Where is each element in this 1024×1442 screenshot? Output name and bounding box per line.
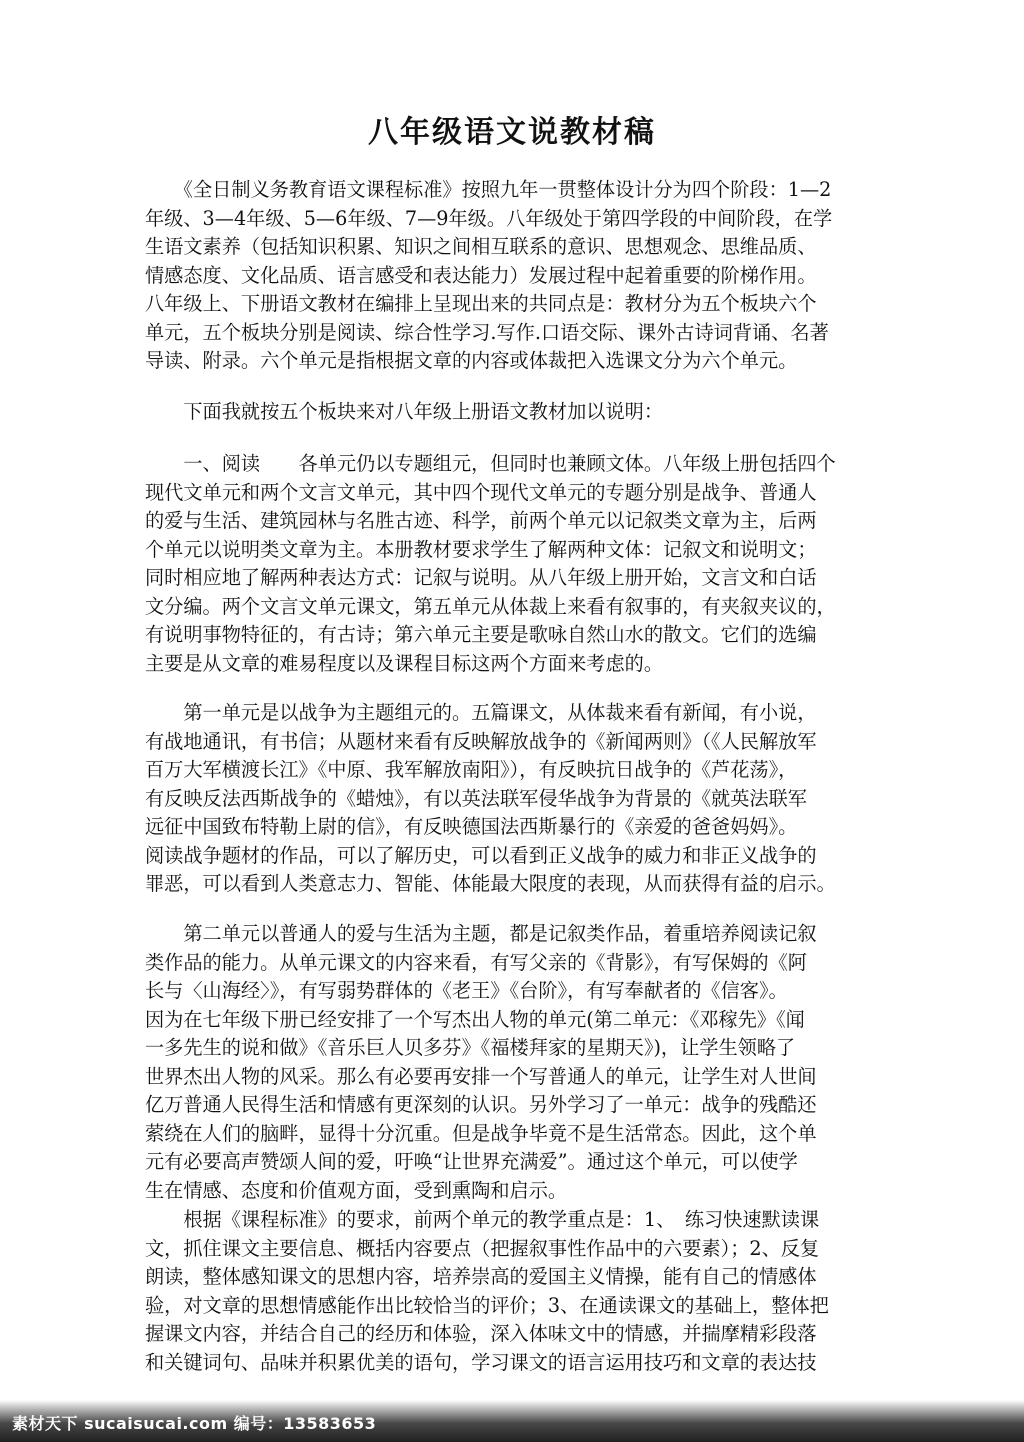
text-line: 同时相应地了解两种表达方式：记叙与说明。从八年级上册开始，文言文和白话 (145, 566, 817, 589)
text-line: 罪恶，可以看到人类意志力、智能、体能最大限度的表现，从而获得有益的启示。 (145, 872, 836, 895)
paragraph-unit-one (145, 699, 880, 899)
text-line: 第二单元以普通人的爱与生活为主题，都是记叙类作品，着重培养阅读记叙 (145, 922, 817, 945)
text-line: 验，对文章的思想情感能作出比较恰当的评价；3、在通读课文的基础上，整体把 (145, 1293, 829, 1317)
text-line: 文分编。两个文言文单元课文，第五单元从体裁上来看有叙事的，有夹叙夹议的， (145, 594, 836, 618)
text-line: 握课文内容，并结合自己的经历和体验，深入体味文中的情感，并揣摩精彩段落 (145, 1322, 817, 1345)
text-line: 因为在七年级下册已经安排了一个写杰出人物的单元(第二单元：《邓稼先》《闻 (145, 1007, 805, 1031)
watermark-text: 素材天下 sucaisucai.com 编号：13583653 (12, 1414, 377, 1433)
text-line: 生语文素养（包括知识积累、知识之间相互联系的意识、思想观念、思维品质、 (145, 235, 817, 258)
paragraph-unit-two (145, 920, 880, 1205)
text-line: 一多先生的说和做》《音乐巨人贝多芬》《福楼拜家的星期天》)，让学生领略了 (145, 1036, 796, 1059)
text-line: 下面我就按五个板块来对八年级上册语文教材加以说明： (145, 400, 664, 423)
text-line: 有战地通讯，有书信；从题材来看有反映解放战争的《新闻两则》（《人民解放军 (145, 729, 817, 753)
paragraph-teaching-focus (145, 1206, 880, 1377)
text-line: 萦绕在人们的脑畔，显得十分沉重。但是战争毕竟不是生活常态。因此，这个单 (145, 1121, 817, 1145)
text-line: 阅读战争题材的作品，可以了解历史，可以看到正义战争的威力和非正义战争的 (145, 843, 817, 867)
paragraph-intro (145, 176, 880, 376)
text-line: 长与〈山海经〉》，有写弱势群体的《老王》《台阶》，有写奉献者的《信客》。 (145, 979, 788, 1002)
text-line: 一、阅读 各单元仍以专题组元，但同时也兼顾文体。八年级上册包括四个 (145, 452, 836, 475)
text-line: 的爱与生活、建筑园林与名胜古迹、科学，前两个单元以记叙类文章为主，后两 (145, 509, 817, 532)
text-line: 类作品的能力。从单元课文的内容来看，有写父亲的《背影》，有写保姆的《阿 (145, 950, 807, 974)
document-title: 八年级语文说教材稿 (368, 115, 656, 150)
text-line: 文，抓住课文主要信息、概括内容要点（把握叙事性作品中的六要素）；2、反复 (145, 1236, 820, 1260)
watermark-bar (0, 1400, 1024, 1442)
text-line: 八年级上、下册语文教材在编排上呈现出来的共同点是：教材分为五个板块六个 (145, 292, 817, 315)
text-line: 导读、附录。六个单元是指根据文章的内容或体裁把入选课文分为六个单元。 (145, 349, 798, 372)
text-line: 年级、3—4年级、5—6年级、7—9年级。八年级处于第四学段的中间阶段，在学 (145, 206, 833, 230)
text-line: 有说明事物特征的，有古诗；第六单元主要是歌咏自然山水的散文。它们的选编 (145, 623, 817, 646)
text-line: 和关键词句、品味并积累优美的语句，学习课文的语言运用技巧和文章的表达技 (145, 1350, 817, 1374)
paragraph-reading (145, 450, 880, 678)
text-line: 个单元以说明类文章为主。本册教材要求学生了解两种文体：记叙文和说明文； (145, 537, 817, 561)
text-line: 百万大军横渡长江》《中原、我军解放南阳》），有反映抗日战争的《芦花荡》， (145, 758, 798, 781)
paragraph-overview (145, 398, 880, 427)
text-line: 单元，五个板块分别是阅读、综合性学习.写作.口语交际、课外古诗词背诵、名著 (145, 320, 829, 344)
text-line: 朗读，整体感知课文的思想内容，培养崇高的爱国主义情操，能有自己的情感体 (145, 1265, 817, 1288)
text-line: 元有必要高声赞颂人间的爱，吁唤“让世界充满爱”。通过这个单元，可以使学 (145, 1150, 798, 1173)
text-line: 有反映反法西斯战争的《蜡烛》，有以英法联军侵华战争为背景的《就英法联军 (145, 786, 807, 810)
text-line: 现代文单元和两个文言文单元，其中四个现代文单元的专题分别是战争、普通人 (145, 480, 817, 504)
text-line: 《全日制义务教育语文课程标准》按照九年一贯整体设计分为四个阶段：1—2 (145, 178, 832, 201)
text-line: 亿万普通人民得生活和情感有更深刻的认识。另外学习了一单元：战争的残酷还 (145, 1093, 817, 1116)
text-line: 根据《课程标准》的要求，前两个单元的教学重点是：1、 练习快速默读课 (145, 1208, 820, 1231)
text-line: 世界杰出人物的风采。那么有必要再安排一个写普通人的单元，让学生对人世间 (145, 1064, 817, 1088)
text-line: 第一单元是以战争为主题组元的。五篇课文，从体裁来看有新闻，有小说， (145, 701, 817, 724)
text-line: 远征中国致布特勒上尉的信》，有反映德国法西斯暴行的《亲爱的爸爸妈妈》。 (145, 815, 798, 838)
text-line: 生在情感、态度和价值观方面，受到熏陶和启示。 (145, 1178, 568, 1202)
text-line: 情感态度、文化品质、语言感受和表达能力）发展过程中起着重要的阶梯作用。 (145, 263, 817, 287)
text-line: 主要是从文章的难易程度以及课程目标这两个方面来考虑的。 (145, 651, 664, 675)
